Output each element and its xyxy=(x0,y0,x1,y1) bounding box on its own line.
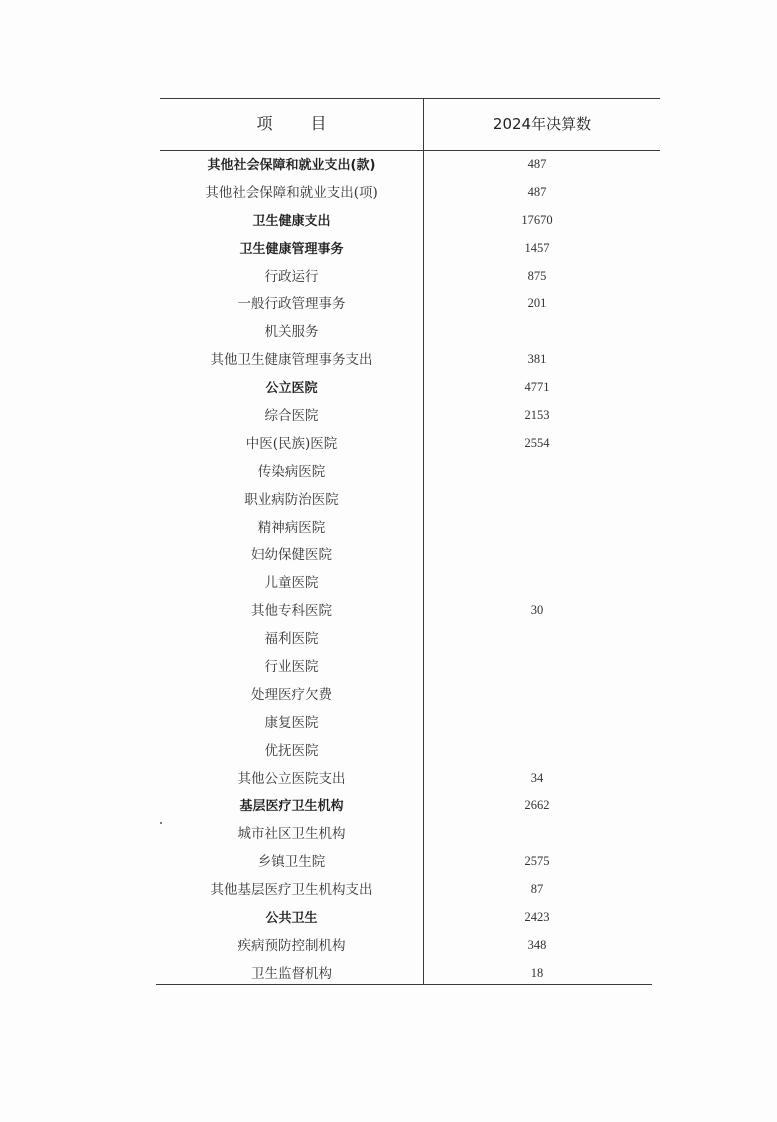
row-item-name: 一般行政管理事务 xyxy=(237,296,346,313)
table-row xyxy=(160,710,660,738)
table-row xyxy=(160,236,660,264)
row-amount xyxy=(424,487,660,515)
row-item-name: 其他社会保障和就业支出(项) xyxy=(205,184,378,201)
row-item-name: 公共卫生 xyxy=(265,911,318,927)
row-amount: 487 xyxy=(527,157,547,171)
row-item-name: 其他专科医院 xyxy=(251,603,332,620)
row-amount xyxy=(424,710,660,738)
table-row xyxy=(160,766,660,794)
row-item-name: 其他卫生健康管理事务支出 xyxy=(210,352,373,369)
table-row xyxy=(160,821,660,849)
row-item-name: 基层医疗卫生机构 xyxy=(239,799,344,815)
table-row xyxy=(160,933,660,961)
table-row xyxy=(160,793,660,821)
row-item-name: 卫生健康支出 xyxy=(252,213,331,229)
table-row xyxy=(160,291,660,319)
row-amount: 2423 xyxy=(524,910,550,925)
table-row xyxy=(160,905,660,933)
table-row xyxy=(160,598,660,626)
table-row xyxy=(160,849,660,877)
row-item-name: 疾病预防控制机构 xyxy=(237,937,346,954)
header-amount: 2024年决算数 xyxy=(492,115,592,133)
row-amount xyxy=(424,626,660,654)
row-item-name: 行业医院 xyxy=(264,659,319,676)
row-amount: 875 xyxy=(527,268,547,283)
row-amount xyxy=(424,542,660,570)
row-item-name: 卫生监督机构 xyxy=(251,965,332,982)
row-amount xyxy=(424,738,660,766)
row-amount xyxy=(424,821,660,849)
row-amount: 1457 xyxy=(524,240,550,255)
table-bottom-rule xyxy=(156,984,652,985)
table-header-rule xyxy=(160,150,660,151)
row-amount xyxy=(424,459,660,487)
row-amount: 348 xyxy=(527,937,547,952)
row-amount xyxy=(424,570,660,598)
row-item-name: 其他基层医疗卫生机构支出 xyxy=(210,882,373,899)
row-item-name: 精神病医院 xyxy=(257,519,326,536)
table-row xyxy=(160,319,660,347)
table-row xyxy=(160,487,660,515)
row-amount: 487 xyxy=(527,184,547,199)
table-row xyxy=(160,570,660,598)
table-row xyxy=(160,180,660,208)
row-amount: 87 xyxy=(530,882,544,897)
row-amount xyxy=(424,654,660,682)
row-item-name: 福利医院 xyxy=(264,631,319,648)
row-amount: 17670 xyxy=(521,212,553,227)
table-row xyxy=(160,542,660,570)
row-item-name: 行政运行 xyxy=(264,268,319,285)
table-row xyxy=(160,403,660,431)
row-amount: 18 xyxy=(530,965,544,980)
row-amount: 2554 xyxy=(524,435,550,450)
row-item-name: 儿童医院 xyxy=(264,575,319,592)
table-body xyxy=(160,152,660,989)
row-amount: 2575 xyxy=(524,854,550,869)
row-amount xyxy=(424,319,660,347)
row-item-name: 职业病防治医院 xyxy=(244,491,339,508)
table-row xyxy=(160,347,660,375)
row-item-name: 传染病医院 xyxy=(257,463,326,480)
row-item-name: 优抚医院 xyxy=(264,742,319,759)
header-item: 项目 xyxy=(256,114,365,133)
row-amount xyxy=(424,682,660,710)
row-item-name: 妇幼保健医院 xyxy=(251,547,332,564)
table-row xyxy=(160,375,660,403)
row-item-name: 处理医疗欠费 xyxy=(251,686,332,703)
table-row xyxy=(160,738,660,766)
table-row xyxy=(160,152,660,180)
row-item-name: 乡镇卫生院 xyxy=(257,854,326,871)
table-row xyxy=(160,459,660,487)
table-row xyxy=(160,431,660,459)
row-amount xyxy=(424,515,660,543)
row-item-name: 其他公立医院支出 xyxy=(237,770,346,787)
row-item-name: 公立医院 xyxy=(265,381,318,397)
row-item-name: 综合医院 xyxy=(264,408,319,425)
row-amount: 34 xyxy=(530,770,544,785)
table-row xyxy=(160,264,660,292)
table-header xyxy=(160,98,660,150)
row-item-name: 卫生健康管理事务 xyxy=(239,241,344,257)
row-amount: 381 xyxy=(527,352,547,367)
table-row xyxy=(160,654,660,682)
row-item-name: 城市社区卫生机构 xyxy=(237,826,346,843)
row-amount: 2662 xyxy=(524,798,550,813)
scan-speck xyxy=(160,822,162,824)
row-amount: 2153 xyxy=(524,408,550,423)
row-item-name: 康复医院 xyxy=(264,714,319,731)
table-row xyxy=(160,515,660,543)
row-item-name: 中医(民族)医院 xyxy=(245,435,338,452)
row-amount: 30 xyxy=(530,603,544,618)
table-row xyxy=(160,626,660,654)
row-item-name: 其他社会保障和就业支出(款) xyxy=(207,158,376,173)
table-row xyxy=(160,208,660,236)
row-amount: 4771 xyxy=(524,380,550,395)
table-row xyxy=(160,877,660,905)
row-amount: 201 xyxy=(527,296,547,311)
row-item-name: 机关服务 xyxy=(264,324,319,341)
table-row xyxy=(160,682,660,710)
